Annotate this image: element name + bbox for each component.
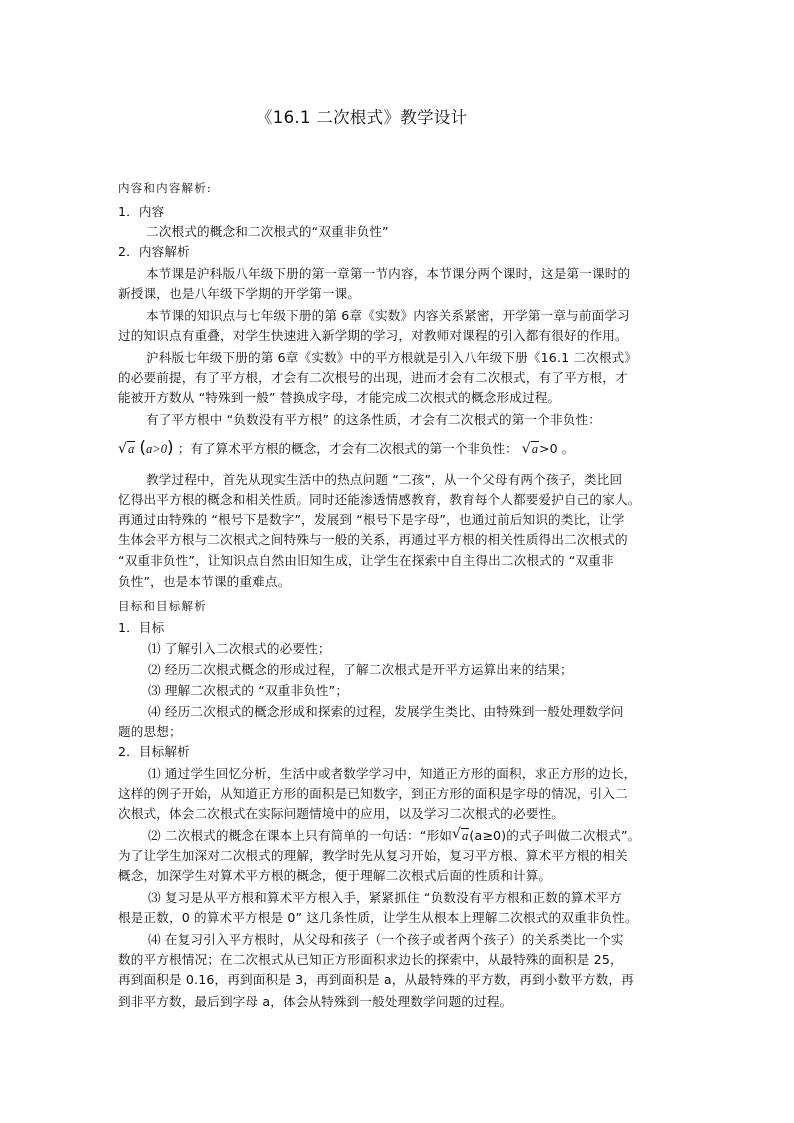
paragraph-line: 本节课是沪科版八年级下册的第一章第一节内容，本节课分两个课时，这是第一课时的 <box>146 266 631 281</box>
item-label-goal-analysis: 2．目标解析 <box>118 744 190 759</box>
paragraph-line: ⑶ 复习是从平方根和算术平方根入手，紧紧抓住 “负数没有平方根和正数的算术平方 <box>148 890 622 905</box>
goal-item: ⑷ 经历二次根式的概念形成和探索的过程，发展学生类比、由特殊到一般处理数学问 <box>148 704 624 719</box>
item-label-content-analysis: 2．内容解析 <box>118 244 190 259</box>
paragraph-line: 次根式，体会二次根式在实际问题情境中的应用，以及学习二次根式的必要性。 <box>118 806 565 821</box>
content-text: 二次根式的概念和二次根式的“双重非负性” <box>146 224 389 239</box>
paragraph-line: 的必要前提，有了平方根，才会有二次根号的出现，进而才会有二次根式，有了平方根，才 <box>118 370 628 385</box>
paragraph-line: 能被开方数从 “特殊到一般” 替换成字母，才能完成二次根式的概念形成过程。 <box>118 390 561 405</box>
paragraph-line: ⑵ 二次根式的概念在课本上只有简单的一句话：“形如 √ a(a≥0)的式子叫做二次根式”。 <box>148 826 718 846</box>
sqrt-expression: √ a <box>521 441 539 457</box>
paragraph-line: 忆得出平方根的概念和相关性质。同时还能渗透情感教育，教育每个人都要爱护自己的家人。 <box>118 492 641 507</box>
goal-item: ⑶ 理解二次根式的 “双重非负性”； <box>148 683 349 698</box>
paragraph-line: 根是正数，0 的算术平方根是 0” 这几条性质，让学生从根本上理解二次根式的双重非负性。 <box>118 910 638 925</box>
page-title: 《16.1 二次根式》教学设计 <box>256 108 468 127</box>
section-heading-content: 内容和内容解析: <box>118 181 212 195</box>
paragraph-line: ；有了算术平方根的概念，才会有二次根式的第一个非负性： <box>177 441 518 456</box>
paragraph-line: 本节课的知识点与七年级下册的第 6章《实数》内容关系紧密，开学第一章与前面学习 <box>146 308 630 323</box>
item-label-goals: 1．目标 <box>118 620 165 635</box>
item-label-content: 1．内容 <box>118 204 165 219</box>
sqrt-expression: √ a <box>118 441 135 457</box>
math-condition: a>0 <box>145 442 168 456</box>
paragraph-line: 生体会平方根与二次根式之间特殊与一般的关系，再通过平方根的相关性质得出二次根式的 <box>118 532 628 547</box>
paragraph-line: 教学过程中，首先从现实生活中的热点问题 “二孩”，从一个父母有两个孩子，类比回 <box>146 472 623 487</box>
paragraph-line: ⑴ 通过学生回忆分析，生活中或者数学学习中，知道正方形的面积，求正方形的边长， <box>148 766 637 781</box>
paragraph-line: 为了让学生加深对二次根式的理解，教学时先从复习开始，复习平方根、算术平方根的相关 <box>118 848 628 863</box>
paragraph-line: 过的知识点有重叠，对学生快速进入新学期的学习，对教师对课程的引入都有很好的作用。 <box>118 328 628 343</box>
sqrt-expression: √ a <box>451 826 469 843</box>
paragraph-line: 再通过由特殊的 “根号下是数字”，发展到 “根号下是字母”，也通过前后知识的类比，让学 <box>118 512 625 527</box>
paragraph-line: 沪科版七年级下册的第 6章《实数》中的平方根就是引入八年级下册《16.1 二次根式》 <box>146 350 638 365</box>
goal-item-cont: 题的思想； <box>118 724 182 739</box>
paragraph-line: 有了平方根中 “负数没有平方根” 的这条性质，才会有二次根式的第一个非负性： <box>146 412 601 427</box>
math-formula-line: √ a (a>0) ；有了算术平方根的概念，才会有二次根式的第一个非负性： √ a>0 。 <box>118 438 575 458</box>
paragraph-line: ⑷ 在复习引入平方根时，从父母和孩子（一个孩子或者两个孩子）的关系类比一个实 <box>148 932 624 947</box>
paragraph-line: 数的平方根情况；在二次根式从已知正方形面积求边长的探索中，从最特殊的面积是 25， <box>118 952 623 967</box>
paragraph-line: 再到面积是 0.16，再到面积是 3，再到面积是 a，从最特殊的平方数，再到小数平方数，再 <box>118 972 634 987</box>
goal-item: ⑴ 了解引入二次根式的必要性； <box>148 641 331 656</box>
paragraph-line: 新授课，也是八年级下学期的开学第一课。 <box>118 286 361 301</box>
section-heading-goals: 目标和目标解析 <box>118 599 207 613</box>
goal-item: ⑵ 经历二次根式概念的形成过程，了解二次根式是开平方运算出来的结果； <box>148 662 573 677</box>
paragraph-line: 概念，加深学生对算术平方根的概念，便于理解二次根式后面的性质和计算。 <box>118 868 552 883</box>
paragraph-line: 到非平方数，最后到字母 a，体会从特殊到一般处理数学问题的过程。 <box>118 994 513 1009</box>
paragraph-line: 这样的例子开始，从知道正方形的面积是已知数字，到正方形的面积是字母的情况，引入二 <box>118 786 628 801</box>
paragraph-line: “双重非负性”，让知识点自然由旧知生成，让学生在探索中自主得出二次根式的 “双重非 <box>118 553 614 568</box>
paragraph-line: 负性”，也是本节课的重难点。 <box>118 574 291 589</box>
